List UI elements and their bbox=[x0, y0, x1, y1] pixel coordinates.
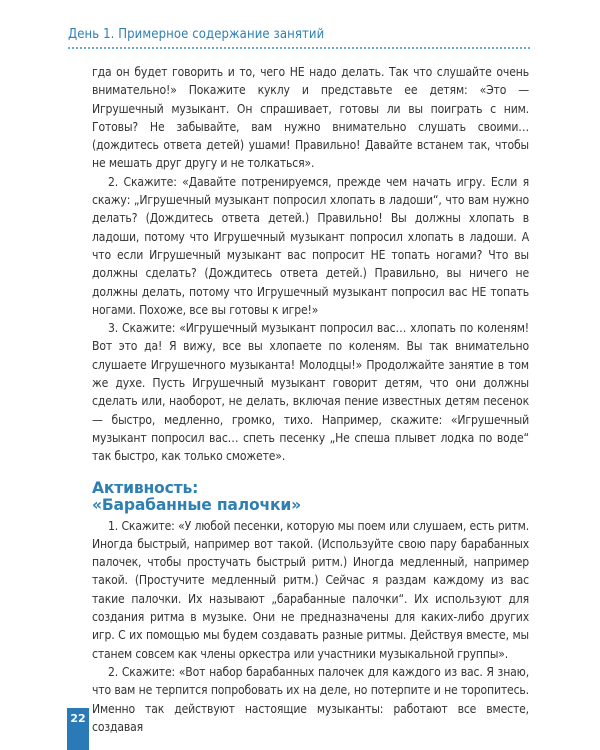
header-dotted-rule bbox=[68, 47, 530, 49]
paragraph-continuation: гда он будет говорить и то, чего НЕ надо делать. Так что слушайте очень внимательно!» Покажите куклу и представьте ее детям: «Это — Игрушечный музыкант. Он спрашивает, готовы ли вы поиграть с ним. Готовы? Не забывайте, вам нужно внимательно слушать своими… (дождитесь ответа детей) ушами! Правильно! Давайте встанем так, чтобы не мешать друг другу и не толкаться». bbox=[92, 65, 529, 171]
page-number: 22 bbox=[70, 712, 86, 725]
section-heading-line-2: «Барабанные палочки» bbox=[92, 495, 301, 514]
paragraph-activity-step-2: 2. Скажите: «Вот набор барабанных палочек для каждого из вас. Я знаю, что вам не терпится попробовать их на деле, но потерпите и не торопитесь. Именно так действуют настоящие музыканты: работают все вместе, создавая bbox=[92, 664, 529, 734]
paragraph-step-3: 3. Скажите: «Игрушечный музыкант попросил вас… хлопать по коленям! Вот это да! Я вижу, все вы хлопаете по коленям. Вы так внимательно слушаете Игрушечного музыканта! Молодцы!» Продолжайте занятие в том же духе. Пусть Игрушечный музыкант говорит детям, что они должны сделать или, наоборот, не делать, включая пение известных детям песенок — быстро, медленно, громко, тихо. Например, скажите: «Игрушечный музыкант попросил вас… спеть песенку „Не спеша плывет лодка по воде“ так быстро, как только сможете». bbox=[92, 321, 529, 464]
section-heading bbox=[92, 480, 529, 514]
section-heading-line-1: Активность: bbox=[92, 478, 199, 497]
page-body bbox=[92, 63, 529, 736]
paragraph-step-2: 2. Скажите: «Давайте потренируемся, прежде чем начать игру. Если я скажу: „Игрушечный музыкант попросил хлопать в ладоши“, что вам нужно делать? (Дождитесь ответа детей.) Правильно! Вы должны хлопать в ладоши, потому что Игрушечный музыкант попросил хлопать в ладоши. А что если Игрушечный музыкант вас попросит НЕ топать ногами? Что вы должны сделать? (Дождитесь ответа детей.) Правильно, вы ничего не должны делать, потому что Игрушечный музыкант попросил вас НЕ топать ногами. Похоже, все вы готовы к игре!» bbox=[92, 174, 529, 317]
paragraph-activity-step-1: 1. Скажите: «У любой песенки, которую мы поем или слушаем, есть ритм. Иногда быстрый, например вот такой. (Используйте свою пару барабанных палочек, чтобы простучать быстрый ритм.) Иногда медленный, например такой. (Простучите медленный ритм.) Сейчас я раздам каждому из вас такие палочки. Их называют „барабанные палочки“. Их используют для создания ритма в музыке. Они не предназначены для каких-либо других игр. С их помощью мы будем создавать разные ритмы. Действуя вместе, мы станем совсем как члены оркестра или участники музыкальной группы». bbox=[92, 518, 529, 661]
running-header: День 1. Примерное содержание занятий bbox=[68, 27, 325, 42]
